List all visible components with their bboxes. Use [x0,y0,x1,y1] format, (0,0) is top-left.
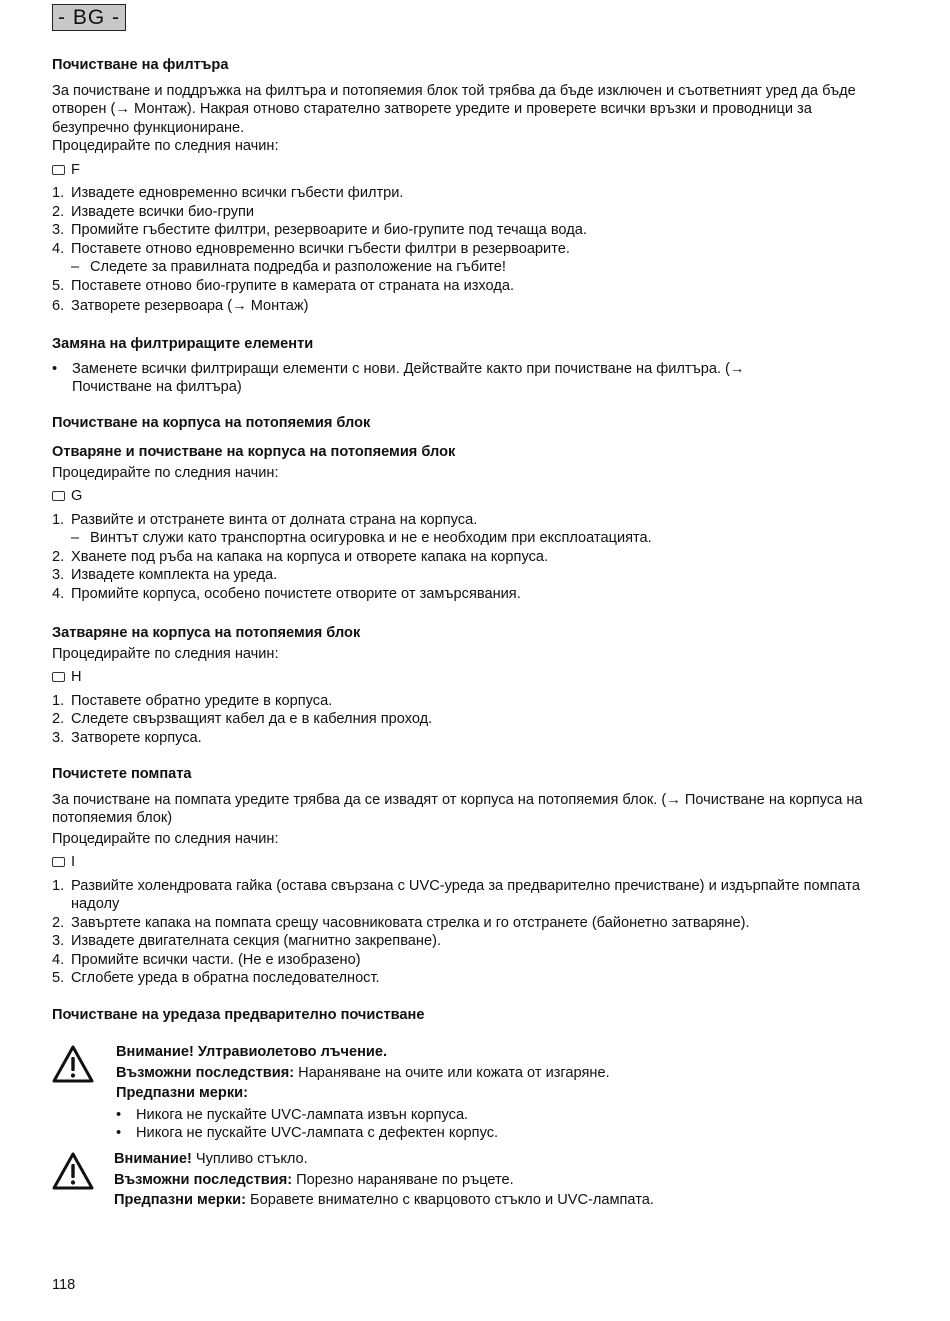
list-item: 3. Промийте гъбестите филтри, резервоарите и био-групите под течаща вода. [52,222,587,238]
bullet-item: • Заменете всички филтриращи елементи с нови. Действайте както при почистване на филтъра. (→ Почистване на филтъра) [52,360,745,395]
procedure-intro: Процедирайте по следния начин: [52,830,279,847]
list-item: 3. Затворете корпуса. [52,729,202,746]
section-title: Замяна на филтриращите елементи [52,336,314,352]
figure-icon [52,491,65,501]
list-item: 2. Завъртете капака на помпата срещу часовниковата стрелка и го отстранете (байонетно затваряне). [52,914,750,931]
list-item: 4. Поставете отново едновременно всички гъбести филтри в резервоарите. [52,240,570,257]
section-title: Отваряне и почистване на корпуса на потопяемия блок [52,444,456,460]
section-filter-cleaning [52,56,870,316]
warning-glass [52,1150,870,1210]
steps-list [52,877,870,988]
section-pump-cleaning [52,765,870,988]
list-item: 2. Извадете всички био-групи [52,203,255,220]
list-item: 1. Развийте холендровата гайка (остава свързана с UVC-уреда за предварително пречистване) и издърпайте помпата надолу [52,877,860,912]
measures-list [116,1106,870,1143]
figure-ref [52,161,870,180]
list-item: 5. Поставете отново био-групите в камерата от страната на изхода. [52,277,515,294]
figure-icon [52,672,65,682]
figure-icon [52,165,65,175]
procedure-intro: Процедирайте по следния начин: [52,645,279,662]
figure-ref [52,668,870,687]
figure-label: G [71,488,83,504]
section-prefilter-cleaning [52,1006,870,1025]
sub-note: – Следете за правилната подредба и разположение на гъбите! [71,259,506,275]
warning-title: Внимание! Чупливо стъкло. [114,1151,308,1167]
measures: Предпазни мерки: Боравете внимателно с кварцовото стъкло и UVC-лампата. [114,1192,654,1208]
section-title: Почистване на корпуса на потопяемия блок [52,415,371,431]
consequences: Възможни последствия: Порезно нараняване по ръцете. [114,1171,514,1188]
list-item: 1. Извадете едновременно всички гъбести филтри. [52,185,404,201]
section-title: Почистете помпата [52,766,192,782]
figure-icon [52,857,65,867]
steps-list [52,692,870,748]
list-item: 1. Поставете обратно уредите в корпуса. [52,692,333,709]
list-item: 4. Промийте корпуса, особено почистете отворите от замърсявания. [52,585,521,602]
sub-note: – Винтът служи като транспортна осигуровка и не е необходим при експлоатацията. [71,530,652,546]
section-title: Затваряне на корпуса на потопяемия блок [52,625,361,641]
figure-label: I [71,854,76,870]
section-housing-cleaning [52,414,870,433]
section-filter-replacement [52,335,870,397]
steps-list [52,511,870,604]
paragraph: За почистване и поддръжка на филтъра и потопяемия блок той трябва да бъде изключен и съответният уред да бъде отворен (→ Монтаж). Накрая отново старателно затворете уредите и проверете всички връзки и проводници за безупречно функциониране. [52,82,856,136]
warning-icon [52,1045,94,1083]
warning-icon [52,1152,94,1190]
list-item: 2. Хванете под ръба на капака на корпуса и отворете капака на корпуса. [52,548,549,565]
list-item: • Никога не пускайте UVC-лампата с дефектен корпус. [116,1125,499,1141]
section-title: Почистване на филтъра [52,57,229,73]
figure-ref [52,487,870,506]
section-close-housing [52,624,870,747]
list-item: 1. Развийте и отстранете винта от долната страна на корпуса. [52,511,478,528]
list-item: 5. Сглобете уреда в обратна последователност. [52,970,380,986]
page-number: 118 [52,1277,76,1293]
list-item: 3. Извадете двигателната секция (магнитно закрепване). [52,933,442,949]
procedure-intro: Процедирайте по следния начин: [52,138,279,154]
paragraph: За почистване на помпата уредите трябва да се извадят от корпуса на потопяемия блок. (→ Почистване на корпуса на потопяемия блок) [52,791,863,826]
measures-label: Предпазни мерки: [116,1085,248,1101]
consequences: Възможни последствия: Нараняване на очите или кожата от изгаряне. [116,1064,610,1081]
language-badge: - BG - [52,4,126,31]
warning-title: Внимание! Ултравиолетово лъчение. [116,1044,388,1060]
list-item: 3. Извадете комплекта на уреда. [52,567,278,583]
figure-label: F [71,161,80,178]
steps-list [52,184,870,316]
list-item: 2. Следете свързващият кабел да е в кабелния проход. [52,711,433,727]
figure-ref [52,853,870,872]
list-item: 4. Промийте всички части. (Не е изобразено) [52,951,361,968]
figure-label: H [71,669,82,685]
section-open-housing [52,443,870,603]
warning-uv [52,1043,870,1143]
list-item: • Никога не пускайте UVC-лампата извън корпуса. [116,1106,469,1123]
procedure-intro: Процедирайте по следния начин: [52,464,279,481]
section-title: Почистване на уредаза предварително почистване [52,1007,425,1023]
list-item: 6. Затворете резервоара (→ Монтаж) [52,298,309,314]
